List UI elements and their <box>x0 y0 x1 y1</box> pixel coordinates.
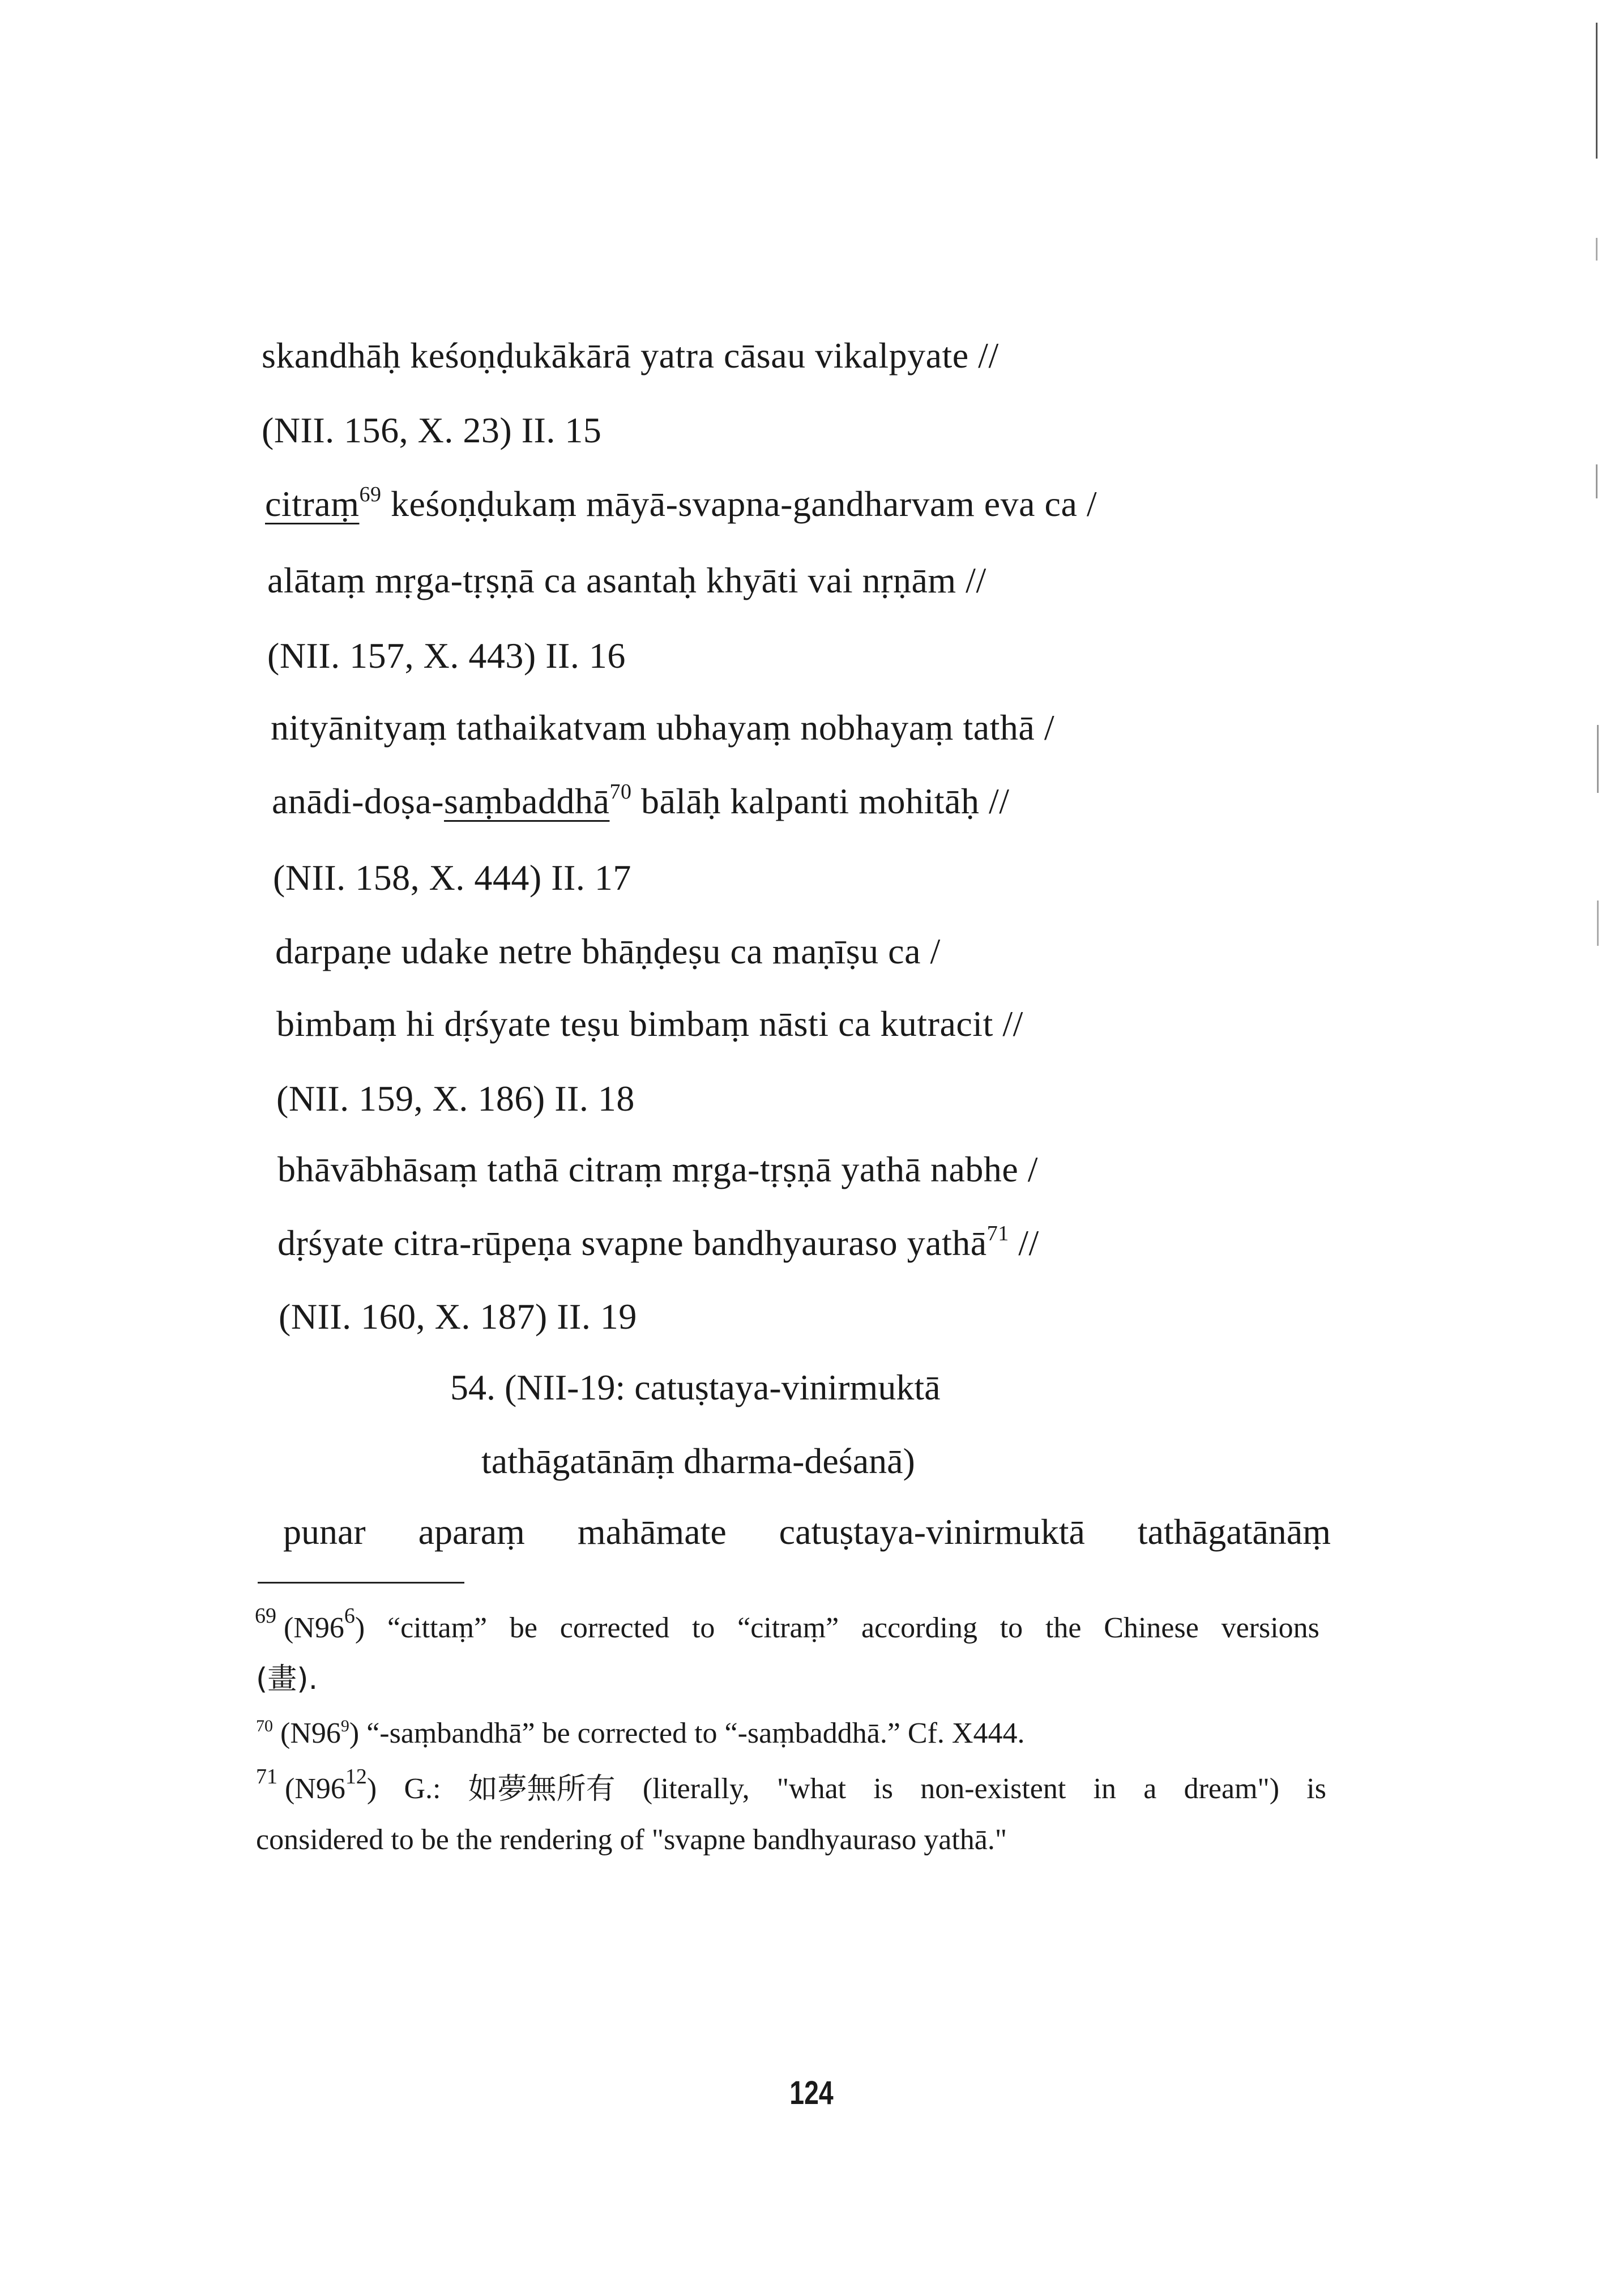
verse-reference: (NII. 159, X. 186) II. 18 <box>276 1078 635 1119</box>
scan-edge-mark <box>1596 238 1598 261</box>
verse-line: bimbaṃ hi dṛśyate teṣu bimbaṃ nāsti ca kutracit // <box>276 1004 1023 1044</box>
verse-reference: (NII. 157, X. 443) II. 16 <box>267 635 626 676</box>
footnote-separator <box>258 1582 464 1584</box>
verse-line: dṛśyate citra-rūpeṇa svapne bandhyauraso yathā$^{71}$ // <box>277 1222 1039 1263</box>
footnote-marker: 69 <box>359 483 382 506</box>
verse-line: darpaṇe udake netre bhāṇḍeṣu ca maṇīṣu ca / <box>275 931 941 971</box>
verse-reference: (NII. 156, X. 23) II. 15 <box>262 410 602 450</box>
underlined-word: saṃbaddhā <box>444 781 610 821</box>
scan-edge-mark <box>1597 901 1599 946</box>
section-heading-line-1: 54. (NII-19: catuṣtaya-vinirmuktā <box>450 1367 941 1407</box>
footnote-69: $^{69}$ $(N96^6)$ “cittaṃ” be corrected to “citraṃ” according to the Chinese versions <box>255 1604 1319 1644</box>
verse-line: alātaṃ mṛga-tṛṣṇā ca asantaḥ khyāti vai nṛṇām // <box>267 560 986 600</box>
footnote-marker: 70 <box>609 780 632 804</box>
scan-edge-mark <box>1596 464 1598 498</box>
verse-line: bhāvābhāsaṃ tathā citraṃ mṛga-tṛṣṇā yathā nabhe / <box>277 1149 1039 1189</box>
footnote-number: 70 <box>256 1717 273 1735</box>
footnote-71-continuation: considered to be the rendering of "svapne bandhyauraso yathā." <box>256 1824 1007 1856</box>
footnote-number: 69 <box>255 1604 276 1628</box>
footnote-marker: 71 <box>986 1222 1009 1245</box>
body-text-line: punar aparaṃ mahāmate catuṣtaya-vinirmuktā tathāgatānāṃ <box>283 1512 1331 1552</box>
footnote-number: 71 <box>256 1765 277 1789</box>
underlined-word: citraṃ <box>265 484 360 524</box>
verse-reference: (NII. 158, X. 444) II. 17 <box>273 857 631 898</box>
verse-line: anādi-doṣa-saṃbaddhā$^{70}$ bālāḥ kalpanti mohitāḥ // <box>272 780 1010 821</box>
scan-edge-mark <box>1597 725 1599 793</box>
verse-reference: (NII. 160, X. 187) II. 19 <box>279 1296 637 1337</box>
verse-line: nityānityaṃ tathaikatvam ubhayaṃ nobhayaṃ tathā / <box>271 707 1055 748</box>
footnote-71: $^{71}$ $(N96^{12})$ G.: 如夢無所有 (literally, "what is non-existent in a dream") is <box>256 1765 1326 1806</box>
footnote-70: $^{70}$ $(N96^9)$ “-saṃbandhā” be corrected to “-saṃbaddhā.” Cf. X444. <box>256 1717 1025 1749</box>
footnote-69-continuation: (畫). <box>256 1662 318 1696</box>
page-number: 124 <box>789 2075 834 2111</box>
verse-line: skandhāḥ keśoṇḍukākārā yatra cāsau vikalpyate // <box>262 335 999 375</box>
scan-edge-mark <box>1596 23 1598 159</box>
verse-line: citraṃ$^{69}$ keśoṇḍukaṃ māyā-svapna-gandharvam eva ca / <box>265 483 1097 524</box>
section-heading-line-2: tathāgatānāṃ dharma-deśanā) <box>481 1441 915 1481</box>
